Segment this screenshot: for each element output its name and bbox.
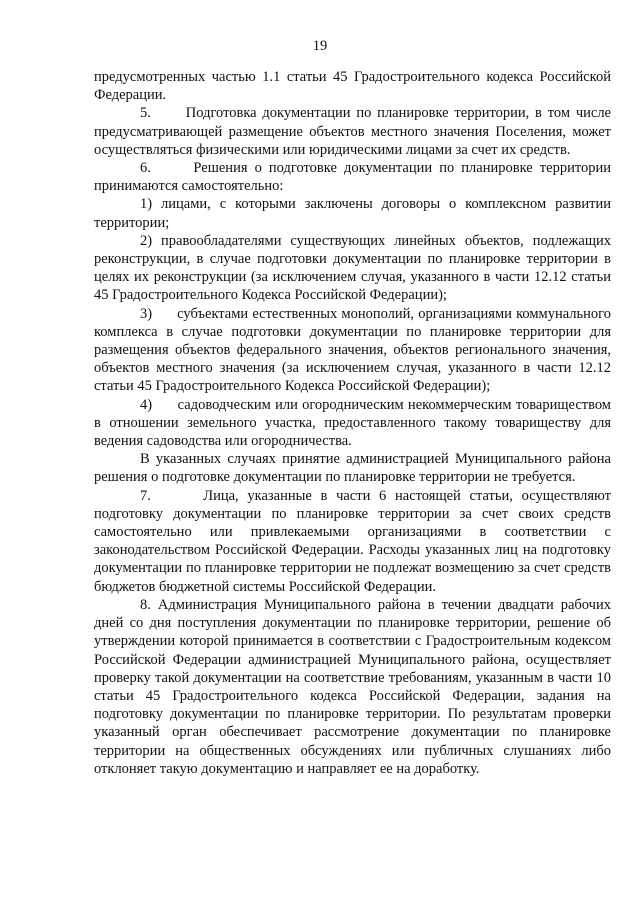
document-body <box>94 68 611 778</box>
paragraph-subitem-1: 1) лицами, с которыми заключены договоры о комплексном развитии территории; <box>94 196 611 231</box>
paragraph-subitem-4: 4) садоводческим или огородническим некоммерческим товариществом в отношении земельного участка, предоставленного такому товариществу для ведения садоводства или огородничества. <box>94 396 611 450</box>
paragraph-subitem-2: 2) правообладателями существующих линейных объектов, подлежащих реконструкции, в случае подготовки документации по планировке территории в целях их реконструкции (за исключением случая, указанного в части 12.12 статьи 45 Градостроительного Кодекса Российской Федерации); <box>94 232 611 304</box>
paragraph-note: В указанных случаях принятие администрацией Муниципального района решения о подготовке документации по планировке территории не требуется. <box>94 451 611 486</box>
paragraph-continuation: предусмотренных частью 1.1 статьи 45 Градостроительного кодекса Российской Федерации. <box>94 69 611 104</box>
paragraph-item-5: 5. Подготовка документации по планировке территории, в том числе предусматривающей размещение объектов местного значения Поселения, может осуществляться физическими или юридическими лицами за счет их средств. <box>94 105 611 158</box>
paragraph-item-8: 8. Администрация Муниципального района в течении двадцати рабочих дней со дня поступления документации по планировке территории, решение об утверждении которой принимается в соответствии с Градостроительным кодексом Российской Федерации администрацией Муниципального района, осуществляет проверку такой документации на соответствие требованиям, указанным в части 10 статьи 45 Градостроительного кодекса Российской Федерации, задания на подготовку документации по планировке территории. По результатам проверки указанный орган обеспечивает рассмотрение документации по планировке территории на общественных обсуждениях или публичных слушаниях либо отклоняет такую документацию и направляет ее на доработку. <box>94 596 611 777</box>
paragraph-item-7: 7. Лица, указанные в части 6 настоящей статьи, осуществляют подготовку документации по планировке территории за счет своих средств самостоятельно или привлекаемыми организациями в соответствии с законодательством Российской Федерации. Расходы указанных лиц на подготовку документации по планировке территории не подлежат возмещению за счет средств бюджетов бюджетной системы Российской Федерации. <box>94 487 611 595</box>
page-number: 19 <box>312 38 328 54</box>
paragraph-subitem-3: 3) субъектами естественных монополий, организациями коммунального комплекса в случае подготовки документации по планировке территории для размещения объектов федерального значения, объектов регионального значения, объектов местного значения (за исключением случая, указанного в части 12.12 статьи 45 Градостроительного Кодекса Российской Федерации); <box>94 305 611 395</box>
paragraph-item-6: 6. Решения о подготовке документации по планировке территории принимаются самостоятельно: <box>94 160 611 195</box>
